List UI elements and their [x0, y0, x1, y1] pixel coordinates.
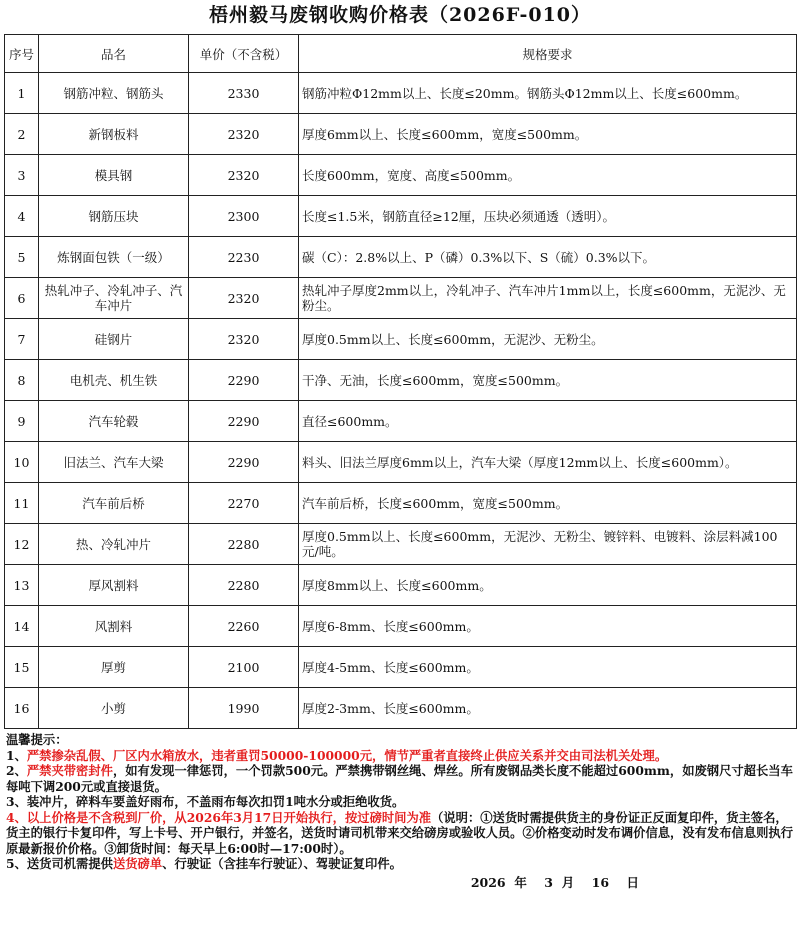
row-spec: 碳（C）：2.8%以上、P（磷）0.3%以下、S（硫）0.3%以下。 [299, 237, 797, 278]
row-spec: 长度600mm，宽度、高度≤500mm。 [299, 155, 797, 196]
row-no: 2 [5, 114, 39, 155]
row-name: 厚风割料 [39, 565, 189, 606]
row-name: 小剪 [39, 688, 189, 729]
row-price: 2230 [189, 237, 299, 278]
row-no: 6 [5, 278, 39, 319]
row-no: 11 [5, 483, 39, 524]
table-row [5, 114, 797, 155]
row-price: 2280 [189, 565, 299, 606]
row-spec: 料头、旧法兰厚度6mm以上，汽车大梁（厚度12mm以上、长度≤600mm）。 [299, 442, 797, 483]
table-row [5, 155, 797, 196]
note-4-warning: 4、以上价格是不含税到厂价，从2026年3月17日开始执行，按过磅时间为准 [6, 809, 432, 825]
row-spec: 厚度4-5mm、长度≤600mm。 [299, 647, 797, 688]
row-no: 14 [5, 606, 39, 647]
row-price: 2260 [189, 606, 299, 647]
row-price: 2290 [189, 360, 299, 401]
header-name: 品名 [39, 35, 189, 73]
row-no: 16 [5, 688, 39, 729]
date-day: 16 [591, 874, 610, 890]
row-price: 2320 [189, 319, 299, 360]
note-4-text: （说明：①送货时需提供货主的身份证正反面复印件，货主签名，货主的银行卡复印件，写上卡号、开户银行，并签名，送货时请司机带来交给磅房或验收人员。②价格变动时发布调价信息，没有发布信息则执行原最新报价价格。③卸货时间：每天早上6:00时—17:00时）。 [6, 809, 794, 856]
date-day-label: 日 [626, 874, 639, 890]
row-spec: 厚度0.5mm以上、长度≤600mm，无泥沙、无粉尘。 [299, 319, 797, 360]
row-price: 1990 [189, 688, 299, 729]
row-name: 模具钢 [39, 155, 189, 196]
row-no: 1 [5, 73, 39, 114]
table-row [5, 565, 797, 606]
table-row [5, 606, 797, 647]
table-row [5, 278, 797, 319]
row-name: 厚剪 [39, 647, 189, 688]
row-spec: 厚度8mm以上、长度≤600mm。 [299, 565, 797, 606]
row-name: 汽车轮毂 [39, 401, 189, 442]
row-price: 2320 [189, 155, 299, 196]
row-name: 硅钢片 [39, 319, 189, 360]
row-spec: 厚度6mm以上、长度≤600mm，宽度≤500mm。 [299, 114, 797, 155]
row-no: 12 [5, 524, 39, 565]
row-price: 2290 [189, 401, 299, 442]
row-spec: 长度≤1.5米，钢筋直径≥12厘，压块必须通透（透明）。 [299, 196, 797, 237]
row-no: 3 [5, 155, 39, 196]
row-name: 旧法兰、汽车大梁 [39, 442, 189, 483]
note-1-prefix: 1、 [6, 747, 27, 763]
row-spec: 热轧冲子厚度2mm以上，冷轧冲子、汽车冲片1mm以上，长度≤600mm，无泥沙、无粉尘。 [299, 278, 797, 319]
note-2-text: ，如有发现一律惩罚，一个罚款500元。严禁携带钢丝绳、焊丝。所有废钢品类长度不能超过600mm，如废钢尺寸超长当车每吨下调200元或直接退货。 [6, 763, 793, 794]
row-no: 9 [5, 401, 39, 442]
note-2-warning: 严禁夹带密封件 [26, 763, 113, 778]
row-no: 5 [5, 237, 39, 278]
row-spec: 厚度6-8mm、长度≤600mm。 [299, 606, 797, 647]
header-price: 单价（不含税） [189, 35, 299, 73]
row-price: 2320 [189, 278, 299, 319]
date-year: 2026 [470, 874, 506, 890]
row-price: 2270 [189, 483, 299, 524]
note-4 [6, 810, 794, 857]
note-5-text: 、行驶证（含挂车行驶证）、驾驶证复印件。 [162, 856, 402, 871]
row-name: 电机壳、机生铁 [39, 360, 189, 401]
row-price: 2280 [189, 524, 299, 565]
row-no: 4 [5, 196, 39, 237]
row-no: 7 [5, 319, 39, 360]
note-1-warning: 严禁掺杂乱假、厂区内水箱放水，违者重罚50000-100000元，情节严重者直接终止供应关系并交由司法机关处理。 [26, 747, 668, 763]
price-table [4, 34, 797, 729]
row-name: 风割料 [39, 606, 189, 647]
table-row [5, 237, 797, 278]
row-price: 2290 [189, 442, 299, 483]
row-price: 2330 [189, 73, 299, 114]
note-5-prefix: 5、送货司机需提供 [6, 856, 113, 871]
row-price: 2300 [189, 196, 299, 237]
row-name: 热、冷轧冲片 [39, 524, 189, 565]
row-spec: 汽车前后桥，长度≤600mm，宽度≤500mm。 [299, 483, 797, 524]
date-year-label: 年 [514, 874, 527, 890]
issue-date [6, 875, 794, 891]
table-row [5, 360, 797, 401]
row-name: 炼钢面包铁（一级） [39, 237, 189, 278]
table-row [5, 401, 797, 442]
notes-heading: 温馨提示： [6, 732, 68, 747]
table-header-row [5, 35, 797, 73]
row-price: 2100 [189, 647, 299, 688]
table-row [5, 524, 797, 565]
document-title: 梧州毅马废钢收购价格表（2026F-010） [208, 4, 592, 26]
table-row [5, 442, 797, 483]
row-no: 13 [5, 565, 39, 606]
note-3: 3、装冲片，碎料车要盖好雨布，不盖雨布每次扣罚1吨水分或拒绝收货。 [6, 794, 405, 809]
table-row [5, 73, 797, 114]
notes-section [0, 729, 800, 890]
header-spec: 规格要求 [299, 35, 797, 73]
table-row [5, 647, 797, 688]
note-5 [6, 856, 794, 872]
row-name: 钢筋压块 [39, 196, 189, 237]
date-month-label: 月 [561, 874, 575, 890]
row-name: 钢筋冲粒、钢筋头 [39, 73, 189, 114]
header-no: 序号 [5, 35, 39, 73]
row-spec: 直径≤600mm。 [299, 401, 797, 442]
note-1 [6, 748, 794, 764]
note-2 [6, 763, 794, 794]
row-spec: 厚度0.5mm以上、长度≤600mm，无泥沙、无粉尘、镀锌料、电镀料、涂层料减100元/吨。 [299, 524, 797, 565]
table-row [5, 196, 797, 237]
table-row [5, 483, 797, 524]
table-row [5, 688, 797, 729]
row-name: 汽车前后桥 [39, 483, 189, 524]
row-no: 10 [5, 442, 39, 483]
row-no: 8 [5, 360, 39, 401]
note-2-prefix: 2、 [6, 763, 27, 778]
row-name: 新钢板料 [39, 114, 189, 155]
row-price: 2320 [189, 114, 299, 155]
row-no: 15 [5, 647, 39, 688]
row-spec: 钢筋冲粒Φ12mm以上、长度≤20mm。钢筋头Φ12mm以上、长度≤600mm。 [299, 73, 797, 114]
table-row [5, 319, 797, 360]
row-spec: 厚度2-3mm、长度≤600mm。 [299, 688, 797, 729]
date-month: 3 [544, 874, 553, 890]
row-name: 热轧冲子、冷轧冲子、汽车冲片 [39, 278, 189, 319]
row-spec: 干净、无油，长度≤600mm，宽度≤500mm。 [299, 360, 797, 401]
note-5-warning: 送货磅单 [112, 856, 163, 871]
